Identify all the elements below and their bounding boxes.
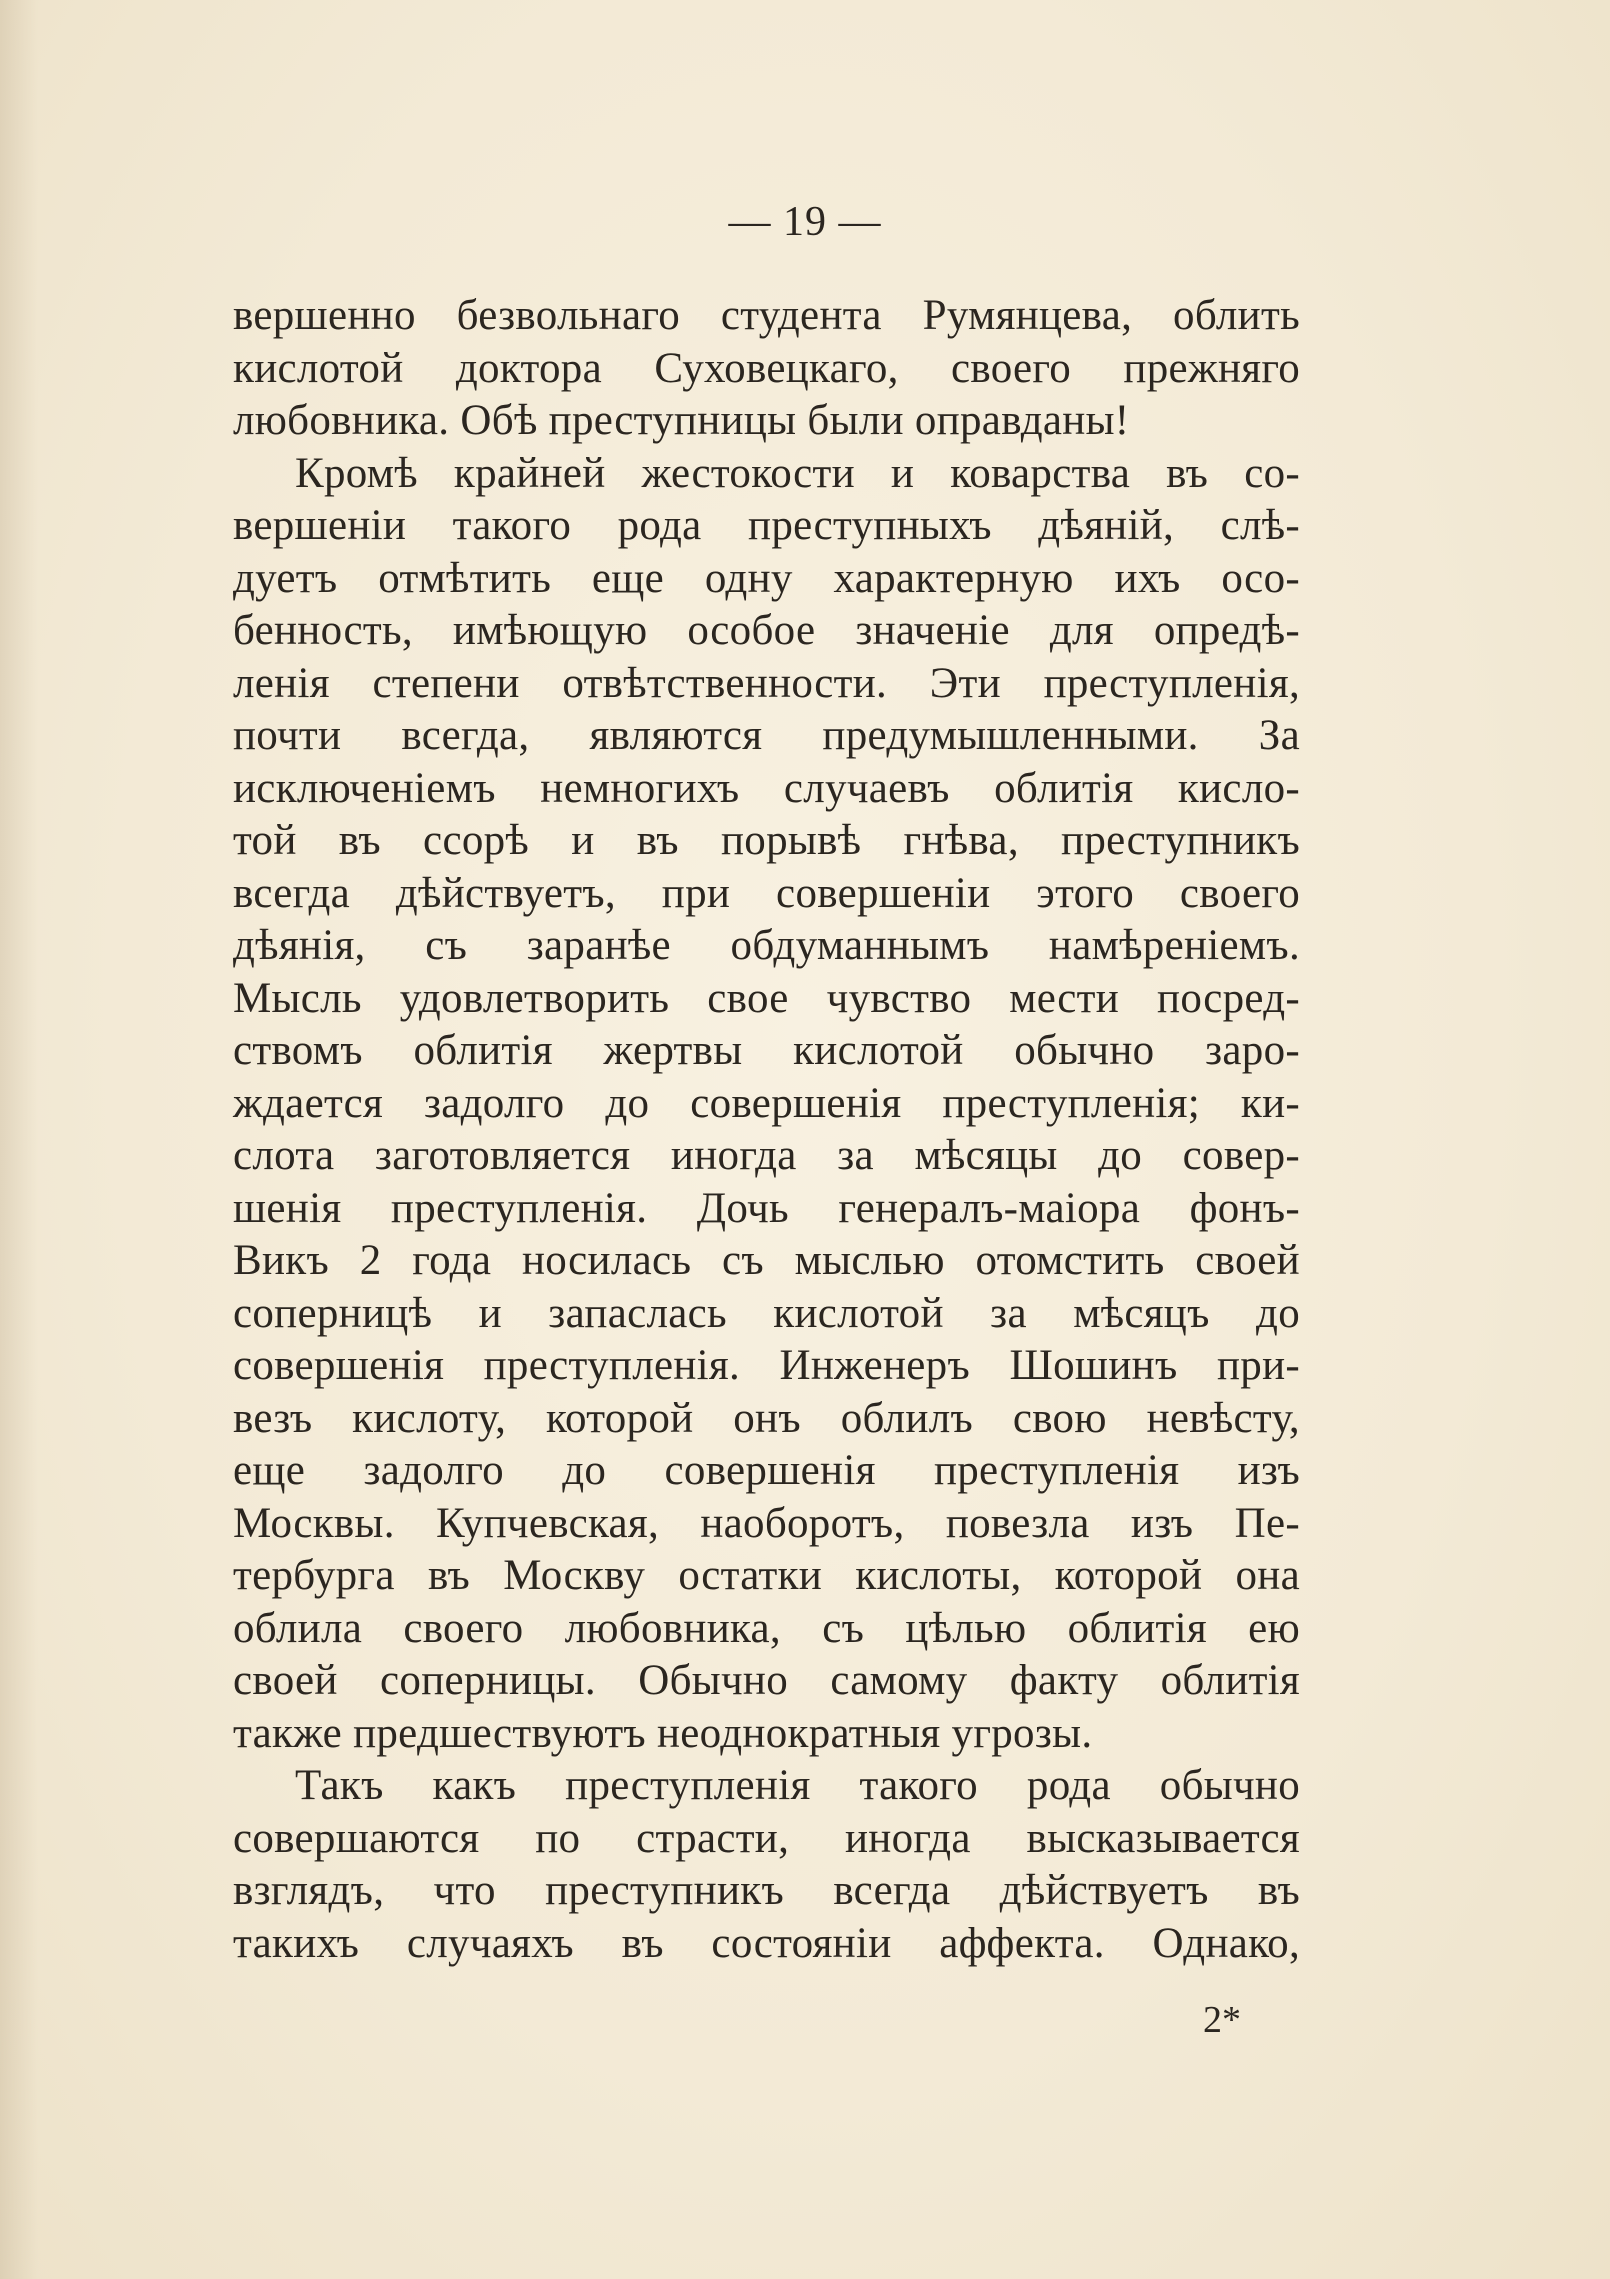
text-line: всегда дѣйствуетъ, при совершенiи этого своего <box>233 869 1300 917</box>
text-line: тербурга въ Москву остатки кислоты, которой она <box>233 1552 1300 1599</box>
text-line: еще задолго до совершенiя преступленiя изъ <box>233 1447 1300 1494</box>
text-line: кислотой доктора Суховецкаго, своего прежняго <box>233 344 1300 392</box>
text-line: везъ кислоту, которой онъ облилъ свою невѣсту, <box>233 1394 1300 1442</box>
page-number: — 19 — <box>728 199 882 245</box>
text-line: такихъ случаяхъ въ состоянiи аффекта. Однако, <box>233 1919 1300 1967</box>
text-line: взглядъ, что преступникъ всегда дѣйствуетъ въ <box>233 1867 1300 1914</box>
text-line: совершаются по страсти, иногда высказывается <box>233 1814 1300 1862</box>
body-text <box>233 290 1300 1970</box>
text-line: своей соперницы. Обычно самому факту облитiя <box>233 1657 1300 1704</box>
text-line: Викъ 2 года носилась съ мыслью отомстить своей <box>233 1237 1300 1284</box>
text-line: также предшествуютъ неоднократныя угрозы. <box>233 1709 1093 1757</box>
text-line: исключенiемъ немногихъ случаевъ облитiя кисло- <box>233 764 1300 812</box>
text-line: ждается задолго до совершенiя преступленiя; ки- <box>233 1079 1300 1127</box>
text-line: вершенно безвольнаго студента Румянцева, облить <box>233 292 1300 339</box>
text-line: ленiя степени отвѣтственности. Эти преступленiя, <box>233 659 1300 707</box>
text-line: бенность, имѣющую особое значенiе для опредѣ- <box>233 607 1300 654</box>
text-line: слота заготовляется иногда за мѣсяцы до совер- <box>233 1132 1300 1179</box>
text-line: соперницѣ и запаслась кислотой за мѣсяцъ до <box>233 1289 1300 1337</box>
text-line: почти всегда, являются предумышленными. За <box>233 712 1300 759</box>
text-line: вершенiи такого рода преступныхъ дѣянiй, слѣ- <box>233 502 1300 549</box>
page-edge-shadow <box>0 0 38 2279</box>
text-line: ствомъ облитiя жертвы кислотой обычно заро- <box>233 1027 1300 1074</box>
text-line: любовника. Обѣ преступницы были оправданы! <box>233 397 1130 444</box>
text-line: совершенiя преступленiя. Инженеръ Шошинъ при- <box>233 1342 1300 1389</box>
text-line: облила своего любовника, съ цѣлью облитiя ею <box>233 1604 1300 1652</box>
text-line: Кромѣ крайней жестокости и коварства въ со- <box>295 449 1300 497</box>
text-line: дѣянiя, съ заранѣе обдуманнымъ намѣренiемъ. <box>233 922 1300 969</box>
text-line: Мысль удовлетворить свое чувство мести посред- <box>233 974 1300 1022</box>
text-line: шенiя преступленiя. Дочь генералъ-маiора фонъ- <box>233 1184 1300 1232</box>
text-line: дуетъ отмѣтить еще одну характерную ихъ осо- <box>233 554 1300 602</box>
text-line: той въ ссорѣ и въ порывѣ гнѣва, преступникъ <box>233 817 1300 864</box>
text-line: Такъ какъ преступленiя такого рода обычно <box>295 1762 1300 1809</box>
text-line: Москвы. Купчевская, наоборотъ, повезла изъ Пе- <box>233 1499 1300 1547</box>
printer-signature: 2* <box>1203 1999 1241 2041</box>
